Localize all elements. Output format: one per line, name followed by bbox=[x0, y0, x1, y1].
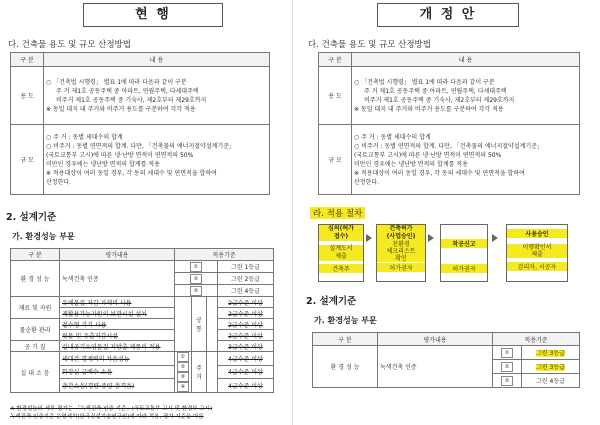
scale-line: ○ 비주거 : 동별 연면적의 합계. 다만, 「건축물의 에너지절약설계기준」 bbox=[354, 142, 544, 150]
flow-step-body: 친환경 체크리스트 확인 bbox=[377, 241, 425, 262]
use-line: 비주거 제1호 공동주택 중 기숙사, 제2호부터 제29호까지 bbox=[56, 96, 207, 104]
level-value: 2급수준 이상 bbox=[218, 297, 274, 308]
col-std: 적용기준 bbox=[175, 249, 274, 261]
note-line: ※ 환경성능의 세부 평가는 「녹색건축 인증 기준」(국토교통부 고시 및 환경부 고시) bbox=[10, 406, 213, 412]
grade-mark: ② bbox=[175, 273, 218, 285]
flow-step-actor: 허가권자 bbox=[377, 263, 425, 272]
column-divider bbox=[292, 0, 293, 425]
flow-step-4 bbox=[506, 224, 568, 282]
use-line: ※ 동일 대지 내 주거와 비주거 용도를 구분하여 각각 적용 bbox=[354, 105, 504, 113]
use-line: 주 거 제1호 공동주택 중 아파트, 연립주택, 다세대주택 bbox=[364, 87, 507, 95]
left-section-title: 다. 건축물 용도 및 규모 산정방법 bbox=[8, 40, 131, 50]
scale-line: 미만인 경우에는 냉난방 면적의 합계를 적용 bbox=[354, 160, 468, 168]
flow-step-actor: 허가권자 bbox=[441, 264, 487, 273]
flow-arrow bbox=[428, 234, 434, 242]
spacer-cell bbox=[207, 297, 218, 352]
row-scale-label: 규 모 bbox=[11, 125, 44, 195]
left-perf-table bbox=[10, 248, 274, 393]
spacer-cell bbox=[175, 297, 192, 352]
perf-cat: 물순환 관리 bbox=[11, 319, 60, 341]
scale-line: (국토교통부 고시)에 따른 냉·난방 면적이 연면적의 50% bbox=[46, 151, 194, 159]
housing-label: 주거 bbox=[192, 352, 207, 393]
flow-step-body2: 이행확인서 제출 bbox=[507, 244, 567, 258]
right-perf-table bbox=[312, 332, 580, 388]
scale-line: ○ 주 거 : 동별 세대수의 합계 bbox=[354, 133, 431, 141]
common-label: 공통 bbox=[192, 297, 207, 352]
left-perf-note bbox=[10, 405, 212, 421]
scale-line: 산정한다. bbox=[354, 178, 380, 186]
flow-arrow bbox=[492, 234, 498, 242]
col-content: 내 용 bbox=[44, 53, 270, 67]
flow-step-body: 설계도서 제출 bbox=[319, 245, 363, 261]
right-section-title: 다. 건축물 용도 및 규모 산정방법 bbox=[308, 40, 431, 50]
perf-cat: 재료 및 자원 bbox=[11, 297, 60, 319]
perf-item: 유해물질 저감 자재의 사용 bbox=[60, 297, 175, 308]
scale-line: (국토교통부 고시)에 따른 냉·난방 면적이 연면적의 50% bbox=[354, 151, 502, 159]
col-std: 적용기준 bbox=[493, 333, 580, 346]
grade-value: 그린 3등급 bbox=[522, 346, 580, 360]
scale-content bbox=[352, 125, 580, 195]
flow-step-body: 착공신고 bbox=[441, 239, 487, 248]
use-line: ○ 「건축법 시행령」 별표 1에 따라 다음과 같이 구분 bbox=[46, 78, 187, 86]
level-value: 2급수준 이상 bbox=[218, 330, 274, 341]
left-header: 현 행 bbox=[83, 3, 223, 27]
scale-line: 산정한다. bbox=[46, 178, 72, 186]
right-design-criteria-heading: 2. 설계기준 bbox=[306, 296, 357, 307]
flow-step-1 bbox=[318, 224, 364, 282]
grade-mark: ③ bbox=[493, 374, 522, 388]
right-use-scale-table bbox=[318, 52, 580, 195]
col-item: 평가내용 bbox=[378, 333, 493, 346]
level-value: 4급수준 이상 bbox=[218, 352, 274, 366]
perf-item: 녹색건축 인증 bbox=[378, 346, 493, 388]
right-header: 개 정 안 bbox=[377, 3, 519, 27]
flow-step-head: 건축허가 (사업승인) bbox=[377, 225, 425, 241]
scale-content bbox=[44, 125, 270, 195]
flow-step-3 bbox=[440, 224, 488, 282]
grade-value: 그린 4등급 bbox=[218, 285, 274, 297]
row-scale-label: 규 모 bbox=[319, 125, 352, 195]
scale-line: ※ 적용대상이 여러 동일 경우, 각 동의 세대수 및 연면적을 합하여 bbox=[354, 169, 525, 177]
flow-title: 라. 적용 절차 bbox=[310, 207, 365, 219]
perf-item: 층간소음(경량·중량 충격음) bbox=[60, 379, 175, 393]
level-value: 4급수준 이상 bbox=[218, 365, 274, 379]
grade-value: 그린 4등급 bbox=[522, 374, 580, 388]
left-design-criteria-heading: 2. 설계기준 bbox=[6, 212, 57, 223]
left-env-perf-heading: 가. 환경성능 부문 bbox=[12, 232, 75, 241]
grade-mark: ③ bbox=[175, 285, 218, 297]
note-line: 녹색건축 인증기준 운영세칙(한국건설기술연구원)에 따라 적용, 평가 기준을 따름 bbox=[10, 414, 204, 420]
grade-mark: ② bbox=[493, 360, 522, 374]
perf-item: 빗물 및 유출저감시설 bbox=[60, 330, 175, 341]
use-line: ※ 동일 대지 내 주거와 비주거 용도를 구분하여 각각 적용 bbox=[46, 105, 196, 113]
col-gubun: 구 분 bbox=[11, 53, 44, 67]
col-gubun: 구 분 bbox=[11, 249, 60, 261]
perf-cat: 공 기 질 bbox=[11, 341, 60, 352]
grade-value: 그린 3등급 bbox=[522, 360, 580, 374]
row-use-label: 용 도 bbox=[11, 67, 44, 125]
spacer-cell bbox=[207, 352, 218, 393]
perf-item: 세대간 경계벽의 차음성능 bbox=[60, 352, 175, 366]
perf-cat: 환 경 성 능 bbox=[11, 261, 60, 297]
row-use-label: 용 도 bbox=[319, 67, 352, 125]
grade-mark: ② bbox=[177, 362, 189, 372]
level-value: 2급수준 이상 bbox=[218, 308, 274, 319]
grade-mark: ① bbox=[175, 261, 218, 273]
col-item: 평가내용 bbox=[60, 249, 175, 261]
perf-item: 녹색건축 인증 bbox=[60, 261, 175, 297]
use-line: 비주거 제1호 공동주택 중 기숙사, 제2호부터 제29호까지 bbox=[364, 96, 515, 104]
col-gubun: 구 분 bbox=[319, 53, 352, 67]
level-value: 4급수준 이상 bbox=[218, 379, 274, 393]
scale-line: ○ 비주거 : 동별 연면적의 합계. 다만, 「건축물의 에너지절약설계기준」 bbox=[46, 142, 236, 150]
grade-mark: ① bbox=[493, 346, 522, 360]
grade-mark: ④ bbox=[177, 382, 189, 392]
perf-cat: 환 경 성 능 bbox=[313, 346, 378, 388]
flow-step-2 bbox=[376, 224, 426, 282]
right-env-perf-heading: 가. 환경성능 부문 bbox=[314, 316, 377, 325]
scale-line: 미만인 경우에는 냉난방 면적의 합계를 적용 bbox=[46, 160, 160, 168]
grade-value: 그린 2등급 bbox=[218, 273, 274, 285]
grade-value: 그린 1등급 bbox=[218, 261, 274, 273]
flow-step-body: 사용승인 bbox=[507, 229, 567, 238]
perf-item: 화장실 급배수 소음 bbox=[60, 365, 175, 379]
use-content bbox=[352, 67, 580, 125]
grade-mark-stack bbox=[175, 352, 192, 393]
perf-cat: 실 내 소 음 bbox=[11, 352, 60, 393]
flow-step-actor: 감리자, 시공자 bbox=[507, 262, 567, 271]
grade-mark: ① bbox=[177, 352, 189, 362]
level-value: 3급수준 이상 bbox=[218, 341, 274, 352]
scale-line: ○ 주 거 : 동별 세대수의 합계 bbox=[46, 133, 123, 141]
col-content: 내 용 bbox=[352, 53, 580, 67]
flow-arrow bbox=[366, 234, 372, 242]
scale-line: ※ 적용대상이 여러 동일 경우, 각 동의 세대수 및 연면적을 합하여 bbox=[46, 169, 217, 177]
grade-mark: ③ bbox=[177, 372, 189, 382]
perf-item: 실내공기오염물질 저방출 제품의 적용 bbox=[60, 341, 175, 352]
left-use-scale-table bbox=[10, 52, 270, 195]
use-line: ○ 「건축법 시행령」 별표 1에 따라 다음과 같이 구분 bbox=[354, 78, 495, 86]
perf-item: 절수형 기기 사용 bbox=[60, 319, 175, 330]
flow-step-head: 심의(허가 접수) bbox=[319, 225, 363, 241]
use-line: 주 거 제1호 공동주택 중 아파트, 연립주택, 다세대주택 bbox=[56, 87, 199, 95]
perf-item: 재활용가능자원의 보관시설 설치 bbox=[60, 308, 175, 319]
flow-step-actor: 건축주 bbox=[319, 264, 363, 273]
col-gubun: 구 분 bbox=[313, 333, 378, 346]
use-content bbox=[44, 67, 270, 125]
level-value: 2급수준 이상 bbox=[218, 319, 274, 330]
